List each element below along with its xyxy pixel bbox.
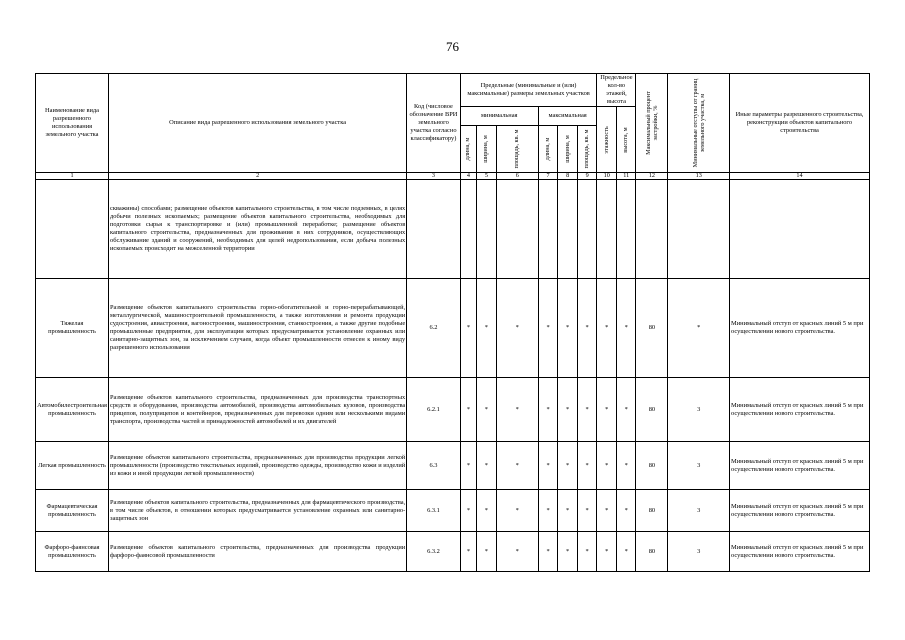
row-cell: [538, 180, 558, 279]
row-description: Размещение объектов капитального строительства, предназначенных для производства транспортных средств и оборудования, производства автомобилей, производства автомобильных кузовов, производства прицепов, полуприцепов и контейнеров, предназначенных для перевозки одним или несколькими видами транспорта, производства частей и принадлежностей автомобилей и их двигателей: [109, 378, 407, 442]
row-cell: *: [577, 490, 597, 532]
row-cell: *: [496, 490, 538, 532]
row-cell: *: [460, 532, 476, 572]
header-max-length: длина, м: [538, 126, 558, 173]
column-number-row: [36, 173, 870, 180]
row-cell: *: [597, 490, 617, 532]
column-number: 13: [668, 173, 730, 180]
table-row: [36, 490, 870, 532]
header-min-width: ширина, м: [477, 126, 497, 173]
row-code: 6.3.2: [407, 532, 460, 572]
column-number: 6: [496, 173, 538, 180]
row-name: Фармацевтическая промышленность: [36, 490, 109, 532]
row-cell: *: [477, 279, 497, 378]
row-cell: *: [616, 532, 636, 572]
row-code: 6.2.1: [407, 378, 460, 442]
row-cell: *: [460, 490, 476, 532]
row-cell: *: [477, 490, 497, 532]
row-cell: *: [538, 378, 558, 442]
row-name: Фарфоро-фаянсовая промышленность: [36, 532, 109, 572]
row-cell: *: [558, 532, 578, 572]
row-name: Автомобилестроительная промышленность: [36, 378, 109, 442]
row-cell: *: [577, 378, 597, 442]
row-code: 6.2: [407, 279, 460, 378]
header-coverage: Максимальный процент застройки, %: [636, 74, 668, 173]
row-other-params: Минимальный отступ от красных линий 5 м при осуществлении нового строительства.: [730, 532, 870, 572]
row-code: 6.3: [407, 442, 460, 490]
column-number: 3: [407, 173, 460, 180]
column-number: 9: [577, 173, 597, 180]
header-maximal: максимальная: [538, 107, 597, 126]
row-cell: *: [538, 279, 558, 378]
header-name: Наименование вида разрешенного использования земельного участка: [36, 74, 109, 173]
row-cell: *: [460, 378, 476, 442]
row-cell: *: [558, 442, 578, 490]
row-description: Размещение объектов капитального строительства, предназначенных для производства продукции легкой промышленности (производство текстильных изделий, производство одежды, производство кожи и изделий из кожи и иной продукции легкой промышленности): [109, 442, 407, 490]
header-height: высота, м: [616, 107, 636, 173]
row-coverage: 80: [636, 532, 668, 572]
row-cell: *: [477, 442, 497, 490]
column-number: 4: [460, 173, 476, 180]
column-number: 14: [730, 173, 870, 180]
row-cell: *: [460, 279, 476, 378]
row-setback: 3: [668, 490, 730, 532]
header-floors: этажность: [597, 107, 617, 173]
header-minimal: минимальная: [460, 107, 538, 126]
header-floors-group: Предельное кол-во этажей, высота: [597, 74, 636, 107]
header-min-length: длина, м: [460, 126, 476, 173]
row-description: Размещение объектов капитального строительства, предназначенных для производства продукции фарфоро-фаянсовой промышленности: [109, 532, 407, 572]
land-use-table: [35, 73, 870, 572]
row-cell: *: [558, 279, 578, 378]
row-description: скважины) способами; размещение объектов капитального строительства, в том числе подземных, в целях добычи полезных ископаемых; размещение объектов капитального строительства, необходимых для подготовки сырья к транспортировке и (или) промышленной переработке; размещение объектов капитального строительства, предназначенных для проживания в них сотрудников, осуществляющих обслуживание зданий и сооружений, необходимых для целей недропользования, если добыча полезных ископаемых происходит на межселенной территории: [109, 180, 407, 279]
row-other-params: Минимальный отступ от красных линий 5 м при осуществлении нового строительства.: [730, 279, 870, 378]
table-row: [36, 378, 870, 442]
row-cell: *: [538, 442, 558, 490]
row-cell: *: [616, 378, 636, 442]
column-number: 8: [558, 173, 578, 180]
row-cell: *: [496, 532, 538, 572]
row-other-params: Минимальный отступ от красных линий 5 м при осуществлении нового строительства.: [730, 378, 870, 442]
row-coverage: [636, 180, 668, 279]
row-cell: *: [577, 442, 597, 490]
table-row: [36, 180, 870, 279]
row-cell: *: [496, 279, 538, 378]
header-max-area: площадь, кв. м: [577, 126, 597, 173]
page-number: 76: [446, 39, 459, 54]
row-description: Размещение объектов капитального строительства, предназначенных для фармацевтического производства, в том числе объектов, в отношении которых предусматривается установление охранных или санитарно-защитных зон: [109, 490, 407, 532]
header-other-params: Иные параметры разрешенного строительства, реконструкции объектов капитального строительства: [730, 74, 870, 173]
header-setback: Минимальные отступы от границ земельного участка, м: [668, 74, 730, 173]
row-cell: [597, 180, 617, 279]
row-cell: *: [460, 442, 476, 490]
row-cell: *: [577, 532, 597, 572]
row-code: [407, 180, 460, 279]
table-row: [36, 442, 870, 490]
column-number: 1: [36, 173, 109, 180]
row-cell: *: [496, 378, 538, 442]
row-cell: [496, 180, 538, 279]
row-cell: *: [558, 490, 578, 532]
row-cell: *: [496, 442, 538, 490]
table-row: [36, 279, 870, 378]
row-coverage: 80: [636, 279, 668, 378]
row-coverage: 80: [636, 490, 668, 532]
column-number: 10: [597, 173, 617, 180]
row-cell: *: [597, 532, 617, 572]
column-number: 7: [538, 173, 558, 180]
header-code: Код (числовое обозначение ВРИ земельного участка согласно классификатору): [407, 74, 460, 173]
row-setback: 3: [668, 442, 730, 490]
row-cell: *: [477, 378, 497, 442]
row-cell: *: [616, 490, 636, 532]
row-cell: [616, 180, 636, 279]
row-cell: *: [616, 279, 636, 378]
row-cell: *: [597, 378, 617, 442]
row-cell: [577, 180, 597, 279]
header-limits-group: Предельные (минимальные и (или) максимальные) размеры земельных участков: [460, 74, 597, 107]
row-cell: *: [616, 442, 636, 490]
column-number: 11: [616, 173, 636, 180]
row-description: Размещение объектов капитального строительства горно-обогатительной и горно-перерабатывающей, металлургической, машиностроительной промышленности, а также изготовления и ремонта продукции судостроения, авиастроения, вагоностроения, машиностроения, станкостроения, а также другие подобные промышленные предприятия, для эксплуатации которых предусматривается установление охранных или санитарно-защитных зон, за исключением случаев, когда объект промышленности отнесен к иному виду разрешенного использования: [109, 279, 407, 378]
row-cell: [558, 180, 578, 279]
row-cell: *: [558, 378, 578, 442]
row-cell: *: [597, 442, 617, 490]
header-description: Описание вида разрешенного использования земельного участка: [109, 74, 407, 173]
row-other-params: Минимальный отступ от красных линий 5 м при осуществлении нового строительства.: [730, 490, 870, 532]
row-code: 6.3.1: [407, 490, 460, 532]
row-setback: 3: [668, 378, 730, 442]
header-row-1: [36, 74, 870, 107]
header-max-width: ширина, м: [558, 126, 578, 173]
row-cell: *: [538, 490, 558, 532]
column-number: 12: [636, 173, 668, 180]
row-name: Тяжелая промышленность: [36, 279, 109, 378]
row-cell: *: [577, 279, 597, 378]
column-number: 5: [477, 173, 497, 180]
row-cell: *: [597, 279, 617, 378]
row-other-params: Минимальный отступ от красных линий 5 м при осуществлении нового строительства.: [730, 442, 870, 490]
row-cell: [477, 180, 497, 279]
row-coverage: 80: [636, 378, 668, 442]
row-other-params: [730, 180, 870, 279]
row-setback: 3: [668, 532, 730, 572]
row-cell: *: [538, 532, 558, 572]
table-row: [36, 532, 870, 572]
row-setback: [668, 180, 730, 279]
row-coverage: 80: [636, 442, 668, 490]
row-cell: *: [477, 532, 497, 572]
header-min-area: площадь, кв. м: [496, 126, 538, 173]
column-number: 2: [109, 173, 407, 180]
row-name: [36, 180, 109, 279]
row-name: Легкая промышленность: [36, 442, 109, 490]
row-cell: [460, 180, 476, 279]
row-setback: *: [668, 279, 730, 378]
